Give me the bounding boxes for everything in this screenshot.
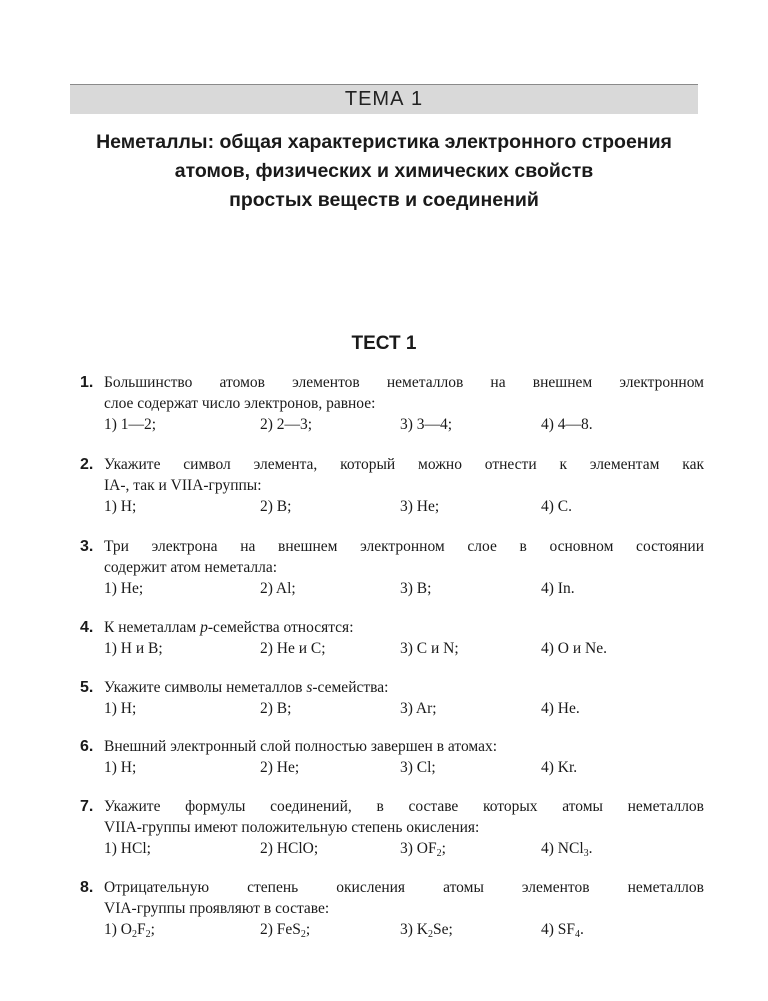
topic-label: ТЕМА 1 bbox=[70, 84, 698, 114]
formula-part: 3) K bbox=[400, 921, 428, 938]
answer-option: 4) C. bbox=[541, 498, 572, 515]
topic-title bbox=[40, 128, 728, 215]
topic-title-line: атомов, физических и химических свойств bbox=[174, 160, 594, 182]
question-number: 2. bbox=[80, 456, 94, 473]
answer-options bbox=[104, 919, 704, 940]
question-number: 1. bbox=[80, 374, 94, 391]
answer-option: 1) H; bbox=[104, 498, 137, 515]
formula-part: ; bbox=[150, 921, 155, 938]
answer-options bbox=[104, 698, 704, 719]
answer-option: 2) 2—3; bbox=[260, 416, 313, 433]
answer-option: 1) 1—2; bbox=[104, 416, 157, 433]
formula-part: ; bbox=[305, 921, 311, 938]
question-text bbox=[104, 736, 704, 757]
answer-option: 1) H; bbox=[104, 700, 137, 717]
question-text bbox=[104, 372, 704, 414]
answer-option: 4) He. bbox=[541, 700, 580, 717]
answer-option: 2) B; bbox=[260, 700, 292, 717]
question-text bbox=[104, 536, 704, 578]
formula-part: 2) FeS bbox=[260, 921, 301, 938]
question-text-line: Отрицательную степень окисления атомы элементов неметаллов bbox=[104, 879, 704, 896]
answer-option: 1) HCl; bbox=[104, 840, 151, 857]
italic-letter: p bbox=[200, 619, 208, 636]
answer-options bbox=[104, 838, 704, 859]
formula-part: 4) SF bbox=[541, 921, 576, 938]
test-heading: ТЕСТ 1 bbox=[351, 333, 417, 354]
question-text bbox=[104, 454, 704, 496]
formula-part: 1) O bbox=[104, 921, 132, 938]
formula-part: 3) OF bbox=[400, 840, 437, 857]
question-number: 8. bbox=[80, 879, 94, 896]
question-text-line: VIA-группы проявляют в составе: bbox=[104, 900, 330, 917]
answer-option: 3) B; bbox=[400, 580, 432, 597]
question-text-line: Укажите формулы соединений, в составе которых атомы неметаллов bbox=[104, 798, 704, 815]
answer-option: 4) 4—8. bbox=[541, 416, 593, 433]
answer-option: 4) In. bbox=[541, 580, 575, 597]
answer-option: 2) HClO; bbox=[260, 840, 319, 857]
question-text-part: Укажите символы неметаллов bbox=[104, 679, 307, 696]
answer-option bbox=[400, 919, 453, 940]
answer-options bbox=[104, 638, 704, 659]
answer-option bbox=[541, 919, 584, 940]
formula-part: ; bbox=[441, 840, 446, 857]
topic-title-line: Неметаллы: общая характеристика электронного строения bbox=[96, 131, 672, 153]
answer-option bbox=[541, 838, 593, 859]
answer-option: 1) He; bbox=[104, 580, 144, 597]
subscript: 2 bbox=[131, 929, 137, 940]
topic-title-line: простых веществ и соединений bbox=[229, 189, 539, 211]
answer-option: 1) H и B; bbox=[104, 640, 163, 657]
answer-option: 2) Al; bbox=[260, 580, 296, 597]
answer-option bbox=[104, 919, 155, 940]
formula-part: Se; bbox=[432, 921, 453, 938]
question-text bbox=[104, 877, 704, 919]
question-text bbox=[104, 796, 704, 838]
answer-option bbox=[260, 919, 310, 940]
answer-option: 3) C и N; bbox=[400, 640, 459, 657]
question-text-line: Укажите символ элемента, который можно отнести к элементам как bbox=[104, 456, 704, 473]
answer-options bbox=[104, 414, 704, 435]
answer-option: 1) H; bbox=[104, 759, 137, 776]
question-number: 3. bbox=[80, 538, 94, 555]
answer-option: 2) He; bbox=[260, 759, 300, 776]
question-text bbox=[104, 617, 704, 638]
subscript: 2 bbox=[300, 929, 306, 940]
subscript: 2 bbox=[427, 929, 433, 940]
question-text-line bbox=[104, 677, 704, 698]
question-text-part: -семейства: bbox=[312, 679, 389, 696]
italic-letter: s bbox=[306, 679, 313, 696]
question-text-part: -семейства относятся: bbox=[207, 619, 354, 636]
question-text-line bbox=[104, 617, 704, 638]
question-number: 6. bbox=[80, 738, 94, 755]
formula-part: . bbox=[588, 840, 593, 857]
question-number: 7. bbox=[80, 798, 94, 815]
question-text bbox=[104, 677, 704, 698]
subscript: 2 bbox=[145, 929, 151, 940]
question-text-line: Внешний электронный слой полностью завершен в атомах: bbox=[104, 738, 498, 755]
subscript: 4 bbox=[575, 929, 581, 940]
answer-options bbox=[104, 757, 704, 778]
answer-option: 2) He и C; bbox=[260, 640, 326, 657]
answer-options bbox=[104, 578, 704, 599]
answer-option: 3) Cl; bbox=[400, 759, 436, 776]
question-text-line: содержит атом неметалла: bbox=[104, 559, 278, 576]
answer-option: 3) Ar; bbox=[400, 700, 437, 717]
answer-option: 4) O и Ne. bbox=[541, 640, 607, 657]
question-text-part: К неметаллам bbox=[104, 619, 201, 636]
question-text-line: Большинство атомов элементов неметаллов на внешнем электронном bbox=[104, 374, 704, 391]
question-text-line: VIIA-группы имеют положительную степень окисления: bbox=[104, 819, 480, 836]
formula-part: . bbox=[580, 921, 584, 938]
formula-part: 4) NCl bbox=[541, 840, 584, 857]
question-number: 4. bbox=[80, 619, 94, 636]
question-number: 5. bbox=[80, 679, 94, 696]
answer-option bbox=[400, 838, 446, 859]
question-text-line: IA-, так и VIIA-группы: bbox=[104, 477, 262, 494]
answer-option: 3) He; bbox=[400, 498, 440, 515]
question-text-line: Три электрона на внешнем электронном слое в основном состоянии bbox=[104, 538, 704, 555]
answer-option: 2) B; bbox=[260, 498, 292, 515]
formula-part: F bbox=[136, 921, 146, 938]
answer-option: 3) 3—4; bbox=[400, 416, 453, 433]
question-text-line: слое содержат число электронов, равное: bbox=[104, 395, 376, 412]
answer-options bbox=[104, 496, 704, 517]
subscript: 3 bbox=[583, 848, 589, 859]
answer-option: 4) Kr. bbox=[541, 759, 578, 776]
subscript: 2 bbox=[436, 848, 442, 859]
